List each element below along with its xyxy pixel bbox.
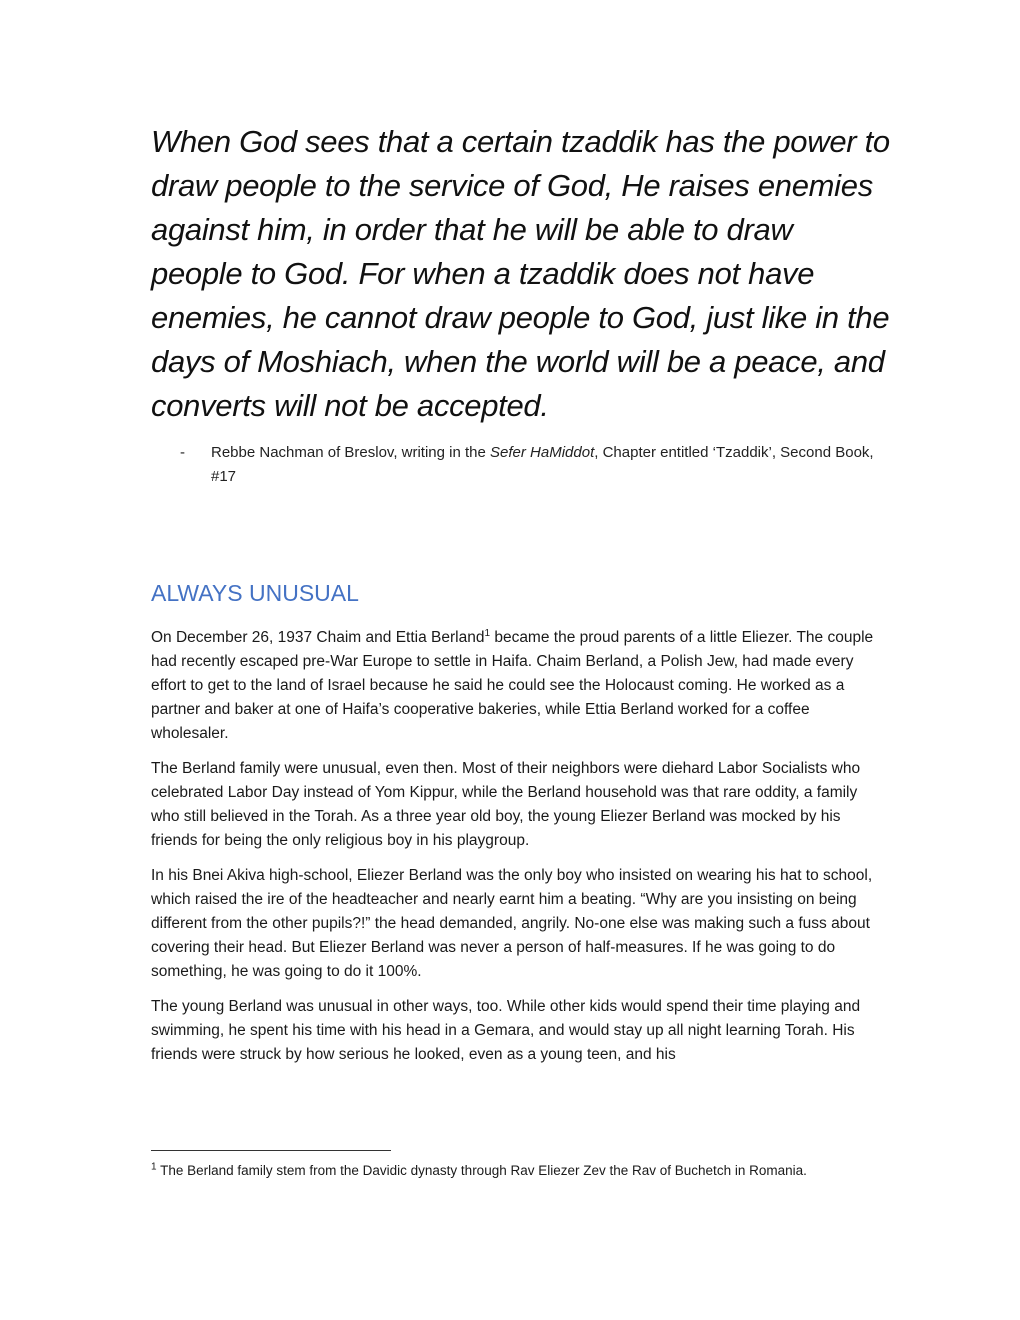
paragraph-1	[151, 626, 881, 746]
quote-attribution	[180, 441, 880, 489]
section-heading: ALWAYS UNUSUAL	[151, 580, 359, 606]
paragraph-4: The young Berland was unusual in other ways, too. While other kids would spend their time playing and swimming, he spent his time with his head in a Gemara, and would stay up all night learning Torah. His friends were struck by how serious he looked, even as a young teen, and his	[151, 998, 861, 1063]
paragraph-1-part-1: On December 26, 1937 Chaim and Ettia Berland	[151, 629, 485, 646]
attribution-dash: -	[180, 444, 185, 461]
epigraph-quote: When God sees that a certain tzaddik has the power to draw people to the service of God, He raises enemies against him, in order that he will be able to draw people to God. For when a tzaddik does not have enemies, he cannot draw people to God, just like in the days of Moshiach, when the world will be a peace, and converts will not be accepted.	[151, 124, 890, 423]
attribution-before-title: Rebbe Nachman of Breslov, writing in the	[211, 444, 491, 461]
attribution-book-title: Sefer HaMiddot	[490, 444, 595, 461]
footnote	[151, 1160, 871, 1181]
footnote-number: 1	[151, 1161, 157, 1173]
footnote-reference[interactable]: 1	[484, 627, 491, 639]
paragraph-2: The Berland family were unusual, even then. Most of their neighbors were diehard Labor Socialists who celebrated Labor Day instead of Yom Kippur, while the Berland household was that rare oddity, a family who still believed in the Torah. As a three year old boy, the young Eliezer Berland was mocked by his friends for being the only religious boy in his playgroup.	[151, 760, 861, 849]
paragraph-3: In his Bnei Akiva high-school, Eliezer Berland was the only boy who insisted on wearing his hat to school, which raised the ire of the headteacher and nearly earnt him a beating. “Why are you insisting on being different from the other pupils?!” the head demanded, angrily. No-one else was making such a fuss about covering their head. But Eliezer Berland was never a person of half-measures. If he was going to do something, he was going to do it 100%.	[151, 867, 873, 980]
footnote-text: The Berland family stem from the Davidic dynasty through Rav Eliezer Zev the Rav of Buchetch in Romania.	[156, 1163, 807, 1178]
attribution-text	[211, 441, 880, 489]
body-text	[151, 626, 881, 1078]
paragraph-1-part-2: became the proud parents of a little Eliezer. The couple had recently escaped pre-War Europe to settle in Haifa. Chaim Berland, a Polish Jew, had made every effort to get to the land of Israel because he said he could see the Holocaust coming. He worked as a partner and baker at one of Haifa’s cooperative bakeries, while Ettia Berland worked for a coffee wholesaler.	[151, 629, 874, 742]
footnote-separator	[151, 1150, 391, 1151]
attribution-after-title: , Chapter entitled ‘Tzaddik’, Second Book, #17	[211, 444, 874, 485]
